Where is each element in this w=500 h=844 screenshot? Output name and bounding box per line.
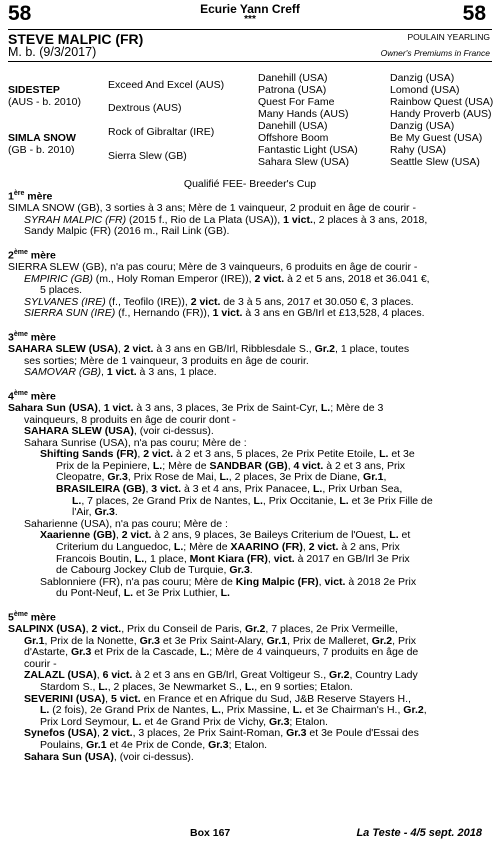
- pedigree-gen4-2: Lomond (USA): [390, 84, 460, 96]
- consignor-name: Ecurie Yann Creff: [200, 2, 300, 16]
- dam5-line4: courir -: [24, 657, 57, 670]
- pedigree-gen3-2: Patrona (USA): [258, 84, 327, 96]
- pedigree-gen4-3: Rainbow Quest (USA): [390, 96, 494, 108]
- pedigree-gen3-4: Many Hands (AUS): [258, 108, 349, 120]
- dam5-line12: Sahara Sun (USA), (voir ci-dessus).: [24, 750, 194, 763]
- dam4-line5: Shifting Sands (FR), 2 vict. à 2 et 3 ans, 5 places, 2e Prix Petite Etoile, L. et 3e: [40, 448, 415, 461]
- dam5-line3: d'Astarte, Gr.3 et Prix de la Cascade, L.; Mère de 4 vainqueurs, 7 produits en âge de: [24, 646, 419, 659]
- pedigree-gen3-1: Danehill (USA): [258, 72, 328, 84]
- dam4-line7: Cleopatre, Gr.3, Prix Rose de Mai, L., 2 places, 3e Prix de Diane, Gr.1,: [56, 471, 387, 484]
- dam5-line8: L. (2 fois), 2e Grand Prix de Nantes, L., Prix Massine, L. et 3e Chairman's H., Gr.2,: [40, 704, 427, 717]
- dam4-line14: Francois Boutin, L., 1 place, Mont Kiara (FR), vict. à 2017 en GB/Irl 3e Prix: [56, 552, 410, 565]
- consignor-stars: ***: [244, 14, 256, 25]
- pedigree-gen2-2: Dextrous (AUS): [108, 102, 182, 114]
- pedigree-gen2-3: Rock of Gibraltar (IRE): [108, 126, 215, 138]
- dam4-line9: L., 7 places, 2e Grand Prix de Nantes, L., Prix Occitanie, L. et 3e Prix Fille de: [72, 494, 433, 507]
- pedigree-gen3-6: Offshore Boom: [258, 132, 329, 144]
- pedigree-gen4-7: Rahy (USA): [390, 144, 447, 156]
- pedigree-gen3-7: Fantastic Light (USA): [258, 144, 358, 156]
- dam4-heading: 4ème mère: [8, 389, 56, 403]
- pedigree-gen4-8: Seattle Slew (USA): [390, 156, 480, 168]
- dam3-heading: 3ème mère: [8, 330, 56, 344]
- dam4-line10: l'Air, Gr.3.: [72, 506, 118, 519]
- sex-category: POULAIN YEARLING: [407, 32, 490, 42]
- lot-number-left: 58: [8, 2, 32, 25]
- pedigree-gen2-4: Sierra Slew (GB): [108, 150, 187, 162]
- dam2-line3: 5 places.: [40, 284, 83, 297]
- header-rule-bottom: [8, 61, 492, 62]
- dam2-line4: SYLVANES (IRE) (f., Teofilo (IRE)), 2 vict. de 3 à 5 ans, 2017 et 30.050 €, 3 places.: [24, 295, 414, 308]
- dam5-line5: ZALAZL (USA), 6 vict. à 2 et 3 ans en GB/Irl, Great Voltigeur S., Gr.2, Country Lady: [24, 669, 418, 682]
- pedigree-gen2-1: Exceed And Excel (AUS): [108, 79, 225, 91]
- pedigree-gen3-5: Danehill (USA): [258, 120, 328, 132]
- header-rule-top: [8, 29, 492, 30]
- pedigree-gen4-6: Be My Guest (USA): [390, 132, 483, 144]
- pedigree-gen4-5: Danzig (USA): [390, 120, 455, 132]
- dam-line-section: [8, 188, 496, 763]
- dam2-line5: SIERRA SUN (IRE) (f., Hernando (FR)), 1 vict. à 3 ans en GB/Irl et £13,528, 4 places.: [24, 307, 425, 320]
- dam4-line12: Xaarienne (GB), 2 vict. à 2 ans, 9 places, 3e Baileys Criterium de l'Ouest, L. et: [40, 529, 411, 542]
- dam5-line1: SALPINX (USA), 2 vict., Prix du Conseil de Paris, Gr.2, 7 places, 2e Prix Vermeille,: [8, 623, 398, 636]
- dam4-line2: vainqueurs, 8 produits en âge de courir dont -: [24, 413, 236, 426]
- dam5-heading: 5ème mère: [8, 611, 56, 624]
- dam1-line2: SYRAH MALPIC (FR) (2015 f., Rio de La Plata (USA)), 1 vict., 2 places à 3 ans, 2018,: [24, 213, 428, 226]
- pedigree-gen4-1: Danzig (USA): [390, 72, 455, 84]
- dam4-line3: SAHARA SLEW (USA), (voir ci-dessus).: [24, 425, 214, 438]
- pedigree-dam: SIMLA SNOW: [8, 132, 76, 144]
- dam4-line11: Saharienne (USA), n'a pas couru; Mère de :: [24, 517, 228, 530]
- foaling-info: M. b. (9/3/2017): [8, 45, 97, 59]
- pedigree-gen3-3: Quest For Fame: [258, 96, 335, 108]
- dam5-line7: SEVERINI (USA), 5 vict. en France et en Afrique du Sud, J&B Reserve Stayers H.,: [24, 692, 411, 705]
- dam4-line13: Criterium du Languedoc, L.; Mère de XAARINO (FR), 2 vict. à 2 ans, Prix: [56, 541, 400, 554]
- dam4-line4: Sahara Sunrise (USA), n'a pas couru; Mère de :: [24, 436, 247, 449]
- dam5-line11: Poulains, Gr.1 et 4e Prix de Conde, Gr.3; Etalon.: [40, 739, 268, 752]
- pedigree-dam-info: (GB - b. 2010): [8, 144, 75, 156]
- horse-name: STEVE MALPIC (FR): [8, 31, 144, 47]
- dam2-line1: SIERRA SLEW (GB), n'a pas couru; Mère de 3 vainqueurs, 6 produits en âge de courir -: [8, 260, 418, 273]
- lot-number-right: 58: [462, 2, 486, 25]
- dam3-line2: ses sorties; Mère de 1 vainqueur, 3 produits en âge de courir.: [24, 354, 309, 367]
- dam4-line8: BRASILEIRA (GB), 3 vict. à 3 et 4 ans, Prix Panacee, L., Prix Urban Sea,: [56, 483, 403, 496]
- dam3-line3: SAMOVAR (GB), 1 vict. à 3 ans, 1 place.: [24, 366, 217, 379]
- dam4-line17: du Pont-Neuf, L. et 3e Prix Luthier, L.: [56, 587, 230, 600]
- pedigree-gen4-4: Handy Proverb (AUS): [390, 108, 492, 120]
- dam5-line9: Prix Lord Seymour, L. et 4e Grand Prix de Vichy, Gr.3; Etalon.: [40, 715, 328, 728]
- pedigree-sire-info: (AUS - b. 2010): [8, 96, 81, 108]
- dam4-line15: de Cabourg Jockey Club de Turquie, Gr.3.: [56, 564, 253, 577]
- dam1-line1: SIMLA SNOW (GB), 3 sorties à 3 ans; Mère de 1 vainqueur, 2 produit en âge de courir -: [8, 202, 416, 215]
- dam4-line16: Sablonniere (FR), n'a pas couru; Mère de King Malpic (FR), vict. à 2018 2e Prix: [40, 575, 417, 588]
- dam2-line2: EMPIRIC (GB) (m., Holy Roman Emperor (IRE)), 2 vict. à 2 et 5 ans, 2018 et 36.041 €,: [24, 272, 430, 285]
- dam2-heading: 2ème mère: [8, 248, 56, 262]
- dam3-line1: SAHARA SLEW (USA), 2 vict. à 3 ans en GB/Irl, Ribblesdale S., Gr.2, 1 place, toutes: [8, 343, 410, 356]
- dam4-line1: Sahara Sun (USA), 1 vict. à 3 ans, 3 places, 3e Prix de Saint-Cyr, L.; Mère de 3: [8, 401, 384, 414]
- pedigree-sire: SIDESTEP: [8, 84, 60, 96]
- dam5-line2: Gr.1, Prix de la Nonette, Gr.3 et 3e Prix Saint-Alary, Gr.1, Prix de Malleret, Gr.2, Prix: [24, 634, 417, 647]
- dam1-line3: Sandy Malpic (FR) (2016 m., Rail Link (GB).: [24, 225, 230, 238]
- dam5-line6: Stardom S., L., 2 places, 3e Newmarket S., L., en 9 sorties; Etalon.: [40, 681, 353, 694]
- dam1-heading: 1ère mère: [8, 190, 53, 203]
- footer-sale-info: La Teste - 4/5 sept. 2018: [356, 827, 482, 839]
- dam5-line10: Synefos (USA), 2 vict., 3 places, 2e Prix Saint-Roman, Gr.3 et 3e Poule d'Essai des: [24, 727, 419, 740]
- premium-note: Owner's Premiums in France: [380, 48, 490, 58]
- pedigree-gen3-8: Sahara Slew (USA): [258, 156, 350, 168]
- footer-box-number: Box 167: [190, 827, 231, 839]
- qualification-note: Qualifié FEE- Breeder's Cup: [183, 178, 317, 190]
- dam4-line6: Prix de la Pepiniere, L.; Mère de SANDBAR (GB), 4 vict. à 2 et 3 ans, Prix: [56, 459, 406, 472]
